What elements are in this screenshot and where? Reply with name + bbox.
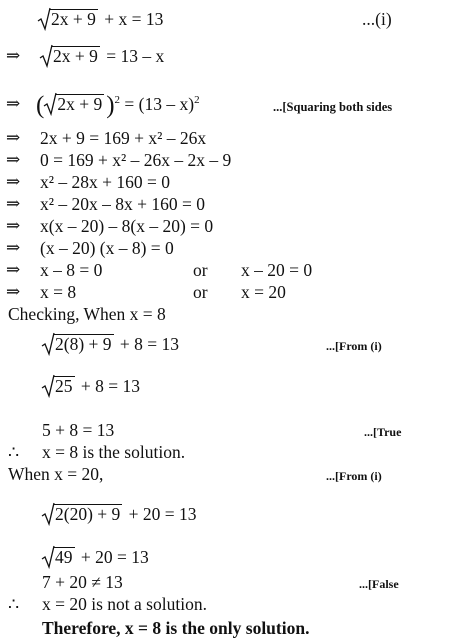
implies-arrow: ⇒ — [6, 172, 21, 191]
expression: + 20 = 13 — [128, 504, 197, 524]
radicand: 2x + 9 — [53, 46, 98, 66]
radical — [40, 45, 100, 67]
radicand: 2x + 9 — [57, 94, 103, 114]
or-word: or — [193, 282, 208, 302]
left-case: x = 8 — [40, 282, 77, 302]
solution-page: 2x + 9 + x = 13 ...(i) ⇒ 2x + 9 = 13 – x ⇒ ( 2x + 9 )$^2$ = (13 – x)$^2$ ...[Squaring both sides ⇒ 2x + 9 = 169 + x² – 26x ⇒ 0 = 169 + x² – 26x – 2x – 9 ⇒ x² – 28x + 160 = 0 ⇒ x² – 20x – 8x + 160 = 0 ⇒ x(x – 20) – 8(x – 20) = 0 ⇒ (x – 20) (x – 8) = 0 ⇒ x – 8 = 0 or x – 20 = 0 ⇒ x = 8 or x = 20 Checking, When x = 8 2(8) + 9 + 8 = 13 ...[From (i) 25 + 8 = 13 5 + 8 = 13 ...[True ∴ x = 8 is the solution. When x = 20, ...[From (i) 2(20) + 9 + 20 = 13 49 + 20 = 13 7 + 20 ≠ 13 ...[False ∴ x = 20 is not a solution. Therefore, x = 8 is the only solution. — [6, 9, 402, 638]
radicand: 49 — [55, 547, 73, 567]
radical — [44, 93, 104, 115]
implies-arrow: ⇒ — [6, 94, 21, 113]
expression: + 8 = 13 — [119, 334, 180, 354]
expression: 5 + 8 = 13 — [42, 420, 115, 440]
or-word: or — [193, 260, 208, 280]
expression: = 13 – x — [106, 46, 165, 66]
step-note: ...[True — [364, 425, 402, 439]
implies-arrow: ⇒ — [6, 150, 21, 169]
step-note: ...[False — [359, 577, 399, 591]
equation-tag: ...(i) — [362, 9, 392, 29]
expression: = (13 – x) — [124, 94, 195, 114]
therefore-symbol: ∴ — [8, 594, 20, 614]
expression: 7 + 20 ≠ 13 — [42, 572, 123, 592]
step-note: ...[From (i) — [326, 339, 382, 353]
expression: 2x + 9 = 169 + x² – 26x — [40, 128, 207, 148]
conclusion: x = 8 is the solution. — [42, 442, 186, 462]
exponent: 2 — [114, 94, 121, 106]
expression: + x = 13 — [104, 9, 164, 29]
step-note: ...[Squaring both sides — [273, 100, 393, 114]
checking-label: Checking, When x = 8 — [8, 304, 166, 324]
implies-arrow: ⇒ — [6, 216, 21, 235]
implies-arrow: ⇒ — [6, 46, 21, 65]
therefore-symbol: ∴ — [8, 442, 20, 462]
implies-arrow: ⇒ — [6, 128, 21, 147]
case-label: When x = 20, — [8, 464, 104, 484]
right-case: x = 20 — [241, 282, 286, 302]
expression: x² – 28x + 160 = 0 — [40, 172, 170, 192]
radical — [42, 333, 114, 355]
radicand: 2(8) + 9 — [55, 334, 112, 354]
exponent: 2 — [194, 94, 200, 106]
expression: + 8 = 13 — [80, 376, 140, 396]
radicand: 2(20) + 9 — [55, 504, 121, 524]
radical — [42, 546, 75, 568]
implies-arrow: ⇒ — [6, 282, 21, 301]
conclusion: x = 20 is not a solution. — [42, 594, 207, 614]
expression: x² – 20x – 8x + 160 = 0 — [40, 194, 205, 214]
expression: (x – 20) (x – 8) = 0 — [40, 238, 174, 258]
radicand: 25 — [55, 376, 73, 396]
implies-arrow: ⇒ — [6, 238, 21, 257]
right-case: x – 20 = 0 — [241, 260, 313, 280]
expression: 0 = 169 + x² – 26x – 2x – 9 — [40, 150, 232, 170]
expression: x(x – 20) – 8(x – 20) = 0 — [40, 216, 214, 236]
expression: + 20 = 13 — [80, 547, 149, 567]
radical — [42, 375, 75, 397]
radical — [38, 8, 98, 30]
left-case: x – 8 = 0 — [40, 260, 103, 280]
final-conclusion: Therefore, x = 8 is the only solution. — [42, 618, 310, 638]
implies-arrow: ⇒ — [6, 260, 21, 279]
step-note: ...[From (i) — [326, 469, 382, 483]
implies-arrow: ⇒ — [6, 194, 21, 213]
radical — [42, 503, 122, 525]
radicand: 2x + 9 — [51, 9, 96, 29]
